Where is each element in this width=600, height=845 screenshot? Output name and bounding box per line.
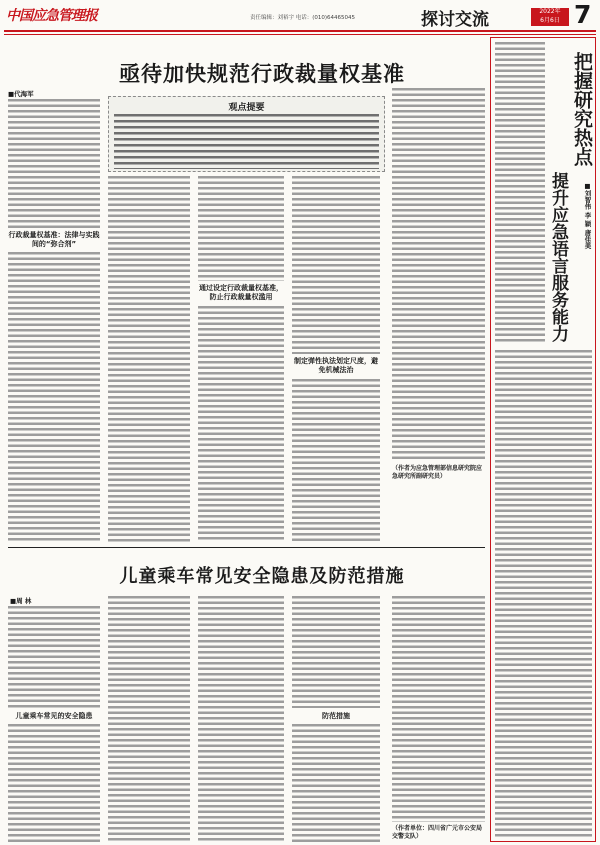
date-year: 2022年 bbox=[539, 8, 561, 15]
text-column bbox=[8, 724, 100, 843]
date-badge bbox=[531, 8, 569, 26]
main-headline: 亟待加快规范行政裁量权基准 bbox=[119, 61, 405, 86]
text-column bbox=[198, 306, 284, 542]
text-column bbox=[495, 350, 592, 837]
text-column bbox=[8, 252, 100, 542]
text-column bbox=[108, 176, 190, 542]
text-column bbox=[392, 596, 485, 822]
main-subhead-3: 制定弹性执法划定尺度，避免机械法治 bbox=[294, 357, 378, 374]
text-column bbox=[198, 176, 284, 281]
bottom-byline: ■周 林 bbox=[10, 597, 32, 605]
newspaper-masthead: 中国应急管理报 bbox=[6, 8, 97, 24]
main-subhead-2: 通过设定行政裁量权基准，防止行政裁量权滥用 bbox=[199, 284, 283, 301]
text-column bbox=[392, 88, 485, 462]
text-column bbox=[292, 596, 380, 708]
side-headline-line1: 把握研究热点 bbox=[571, 52, 593, 166]
text-column bbox=[292, 724, 380, 843]
text-column bbox=[108, 596, 190, 843]
section-divider bbox=[8, 547, 485, 548]
editor-info: 责任编辑：刘裕宇 电话：(010)64465045 bbox=[250, 15, 356, 21]
main-subhead-1: 行政裁量权基准：法律与实践间的“弥合剂” bbox=[8, 231, 100, 248]
text-column bbox=[292, 379, 380, 542]
masthead-rule bbox=[4, 30, 596, 32]
side-headline-line2: 提升应急语言服务能力 bbox=[548, 172, 568, 342]
summary-text bbox=[114, 114, 379, 169]
bottom-subhead-2: 防范措施 bbox=[322, 712, 350, 720]
page-number: 7 bbox=[574, 0, 592, 29]
text-column bbox=[495, 42, 545, 344]
date-day: 6月6日 bbox=[540, 16, 560, 24]
bottom-subhead-1: 儿童乘车常见的安全隐患 bbox=[15, 712, 93, 720]
main-author-note: （作者为应急管理部信息研究院应急研究所副研究员） bbox=[392, 465, 483, 480]
summary-title: 观点提要 bbox=[228, 103, 265, 113]
side-byline: ■刘智伟 李 颖 唐佳美 bbox=[583, 182, 592, 249]
masthead-rule-thin bbox=[4, 34, 596, 35]
bottom-headline: 儿童乘车常见安全隐患及防范措施 bbox=[119, 566, 405, 587]
text-column bbox=[198, 596, 284, 843]
bottom-author-note: （作者单位：四川省广元市公安局交警支队） bbox=[392, 825, 483, 840]
text-column bbox=[292, 176, 380, 354]
section-title: 探讨交流 bbox=[421, 10, 489, 30]
text-column bbox=[8, 606, 100, 710]
main-byline: ■代海军 bbox=[8, 90, 34, 98]
text-column bbox=[8, 99, 100, 229]
